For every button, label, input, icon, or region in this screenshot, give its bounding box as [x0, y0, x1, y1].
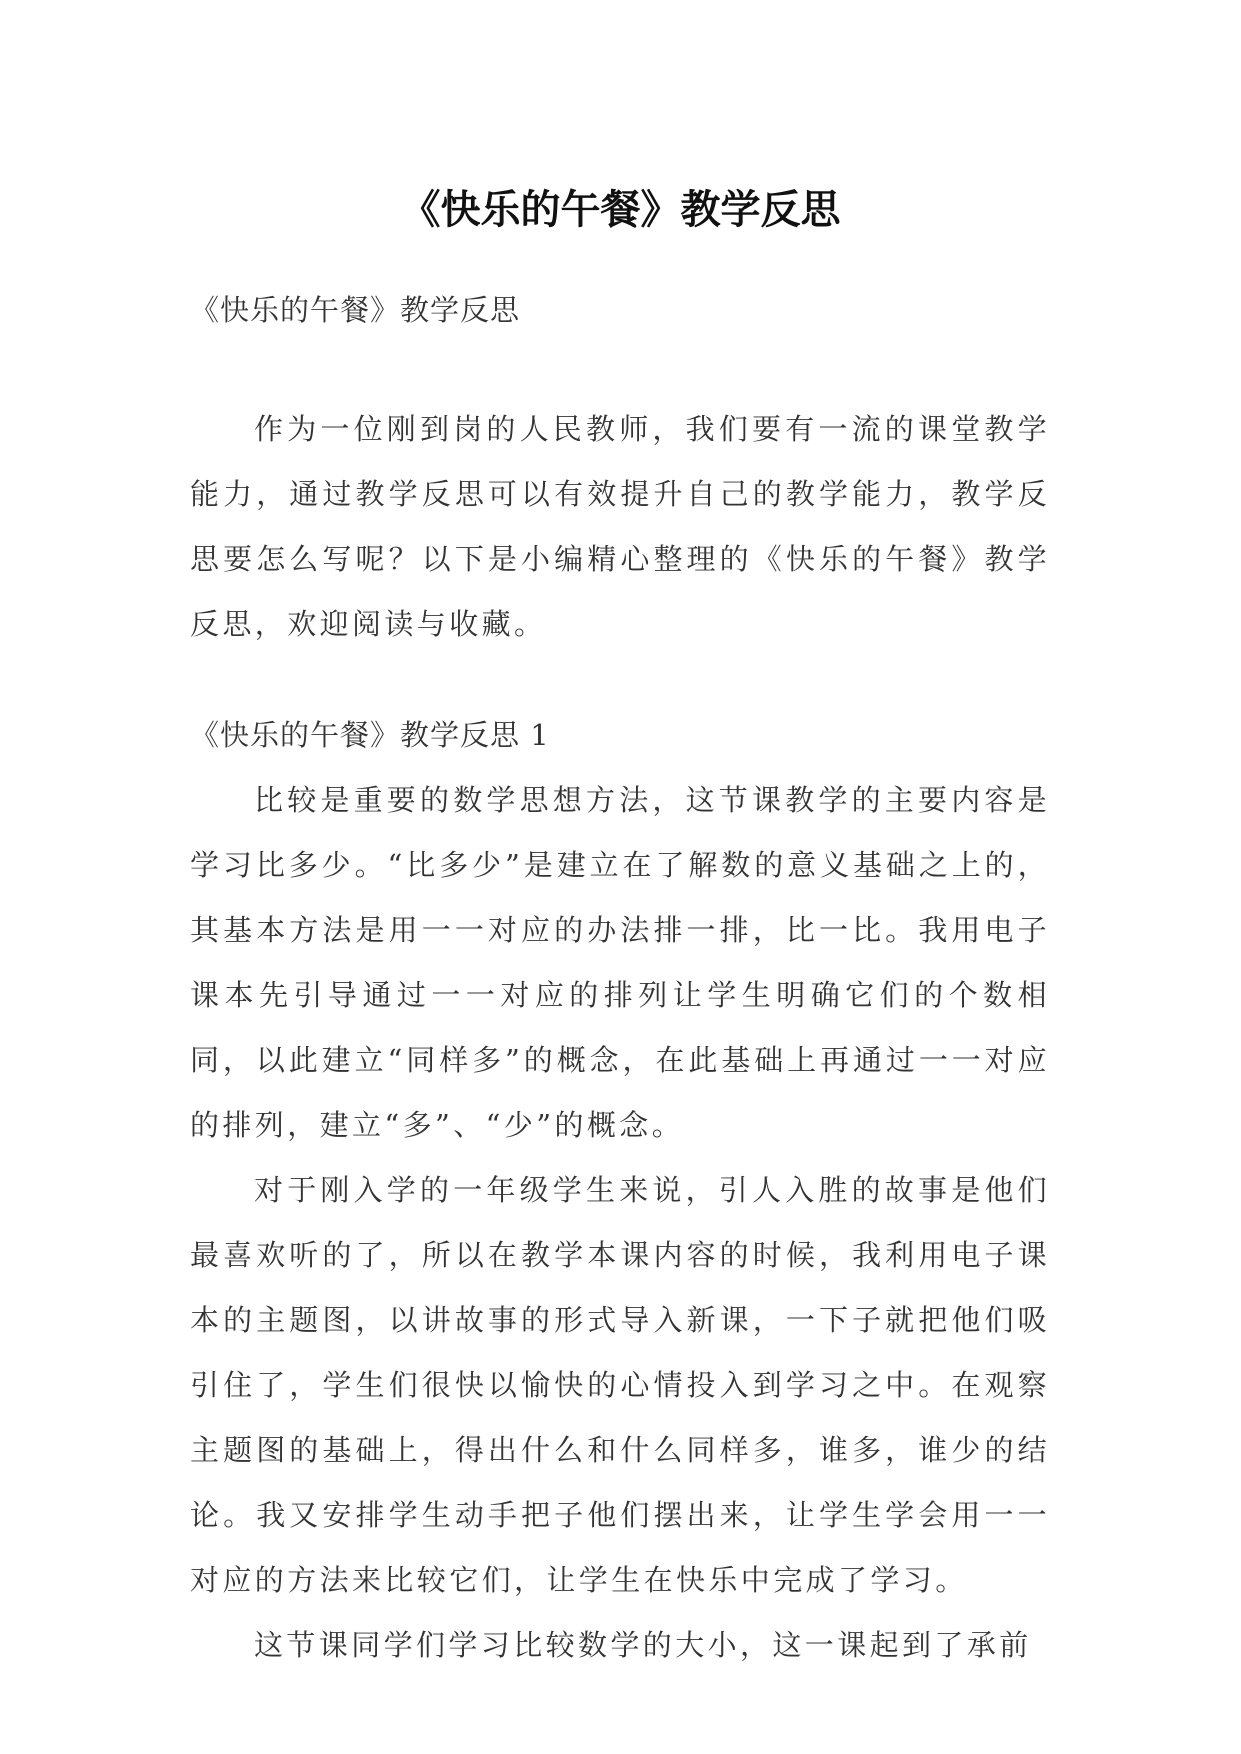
section-heading: 《快乐的午餐》教学反思 1	[190, 718, 550, 752]
section-1	[190, 703, 1050, 1678]
intro-block	[190, 397, 1050, 657]
paragraph-3: 这节课同学们学习比较数学的大小，这一课起到了承前	[254, 1628, 1032, 1662]
document-subtitle: 《快乐的午餐》教学反思	[190, 293, 521, 327]
paragraph-2: 对于刚入学的一年级学生来说，引人入胜的故事是他们最喜欢听的了，所以在教学本课内容的时候，我利用电子课本的主题图，以讲故事的形式导入新课，一下子就把他们吸引住了，学生们很快以愉快的心情投入到学习之中。在观察主题图的基础上，得出什么和什么同样多，谁多，谁少的结论。我又安排学生动手把子他们摆出来，让学生学会用一一对应的方法来比较它们，让学生在快乐中完成了学习。	[190, 1173, 1050, 1597]
paragraph-1: 比较是重要的数学思想方法，这节课教学的主要内容是学习比多少。“比多少”是建立在了解数的意义基础之上的，其基本方法是用一一对应的办法排一排，比一比。我用电子课本先引导通过一一对应的排列让学生明确它们的个数相同，以此建立“同样多”的概念，在此基础上再通过一一对应的排列，建立“多”、“少”的概念。	[190, 783, 1050, 1142]
intro-paragraph: 作为一位刚到岗的人民教师，我们要有一流的课堂教学能力，通过教学反思可以有效提升自己的教学能力，教学反思要怎么写呢？以下是小编精心整理的《快乐的午餐》教学反思，欢迎阅读与收藏。	[190, 412, 1050, 641]
document-title: 《快乐的午餐》教学反思	[400, 186, 841, 233]
